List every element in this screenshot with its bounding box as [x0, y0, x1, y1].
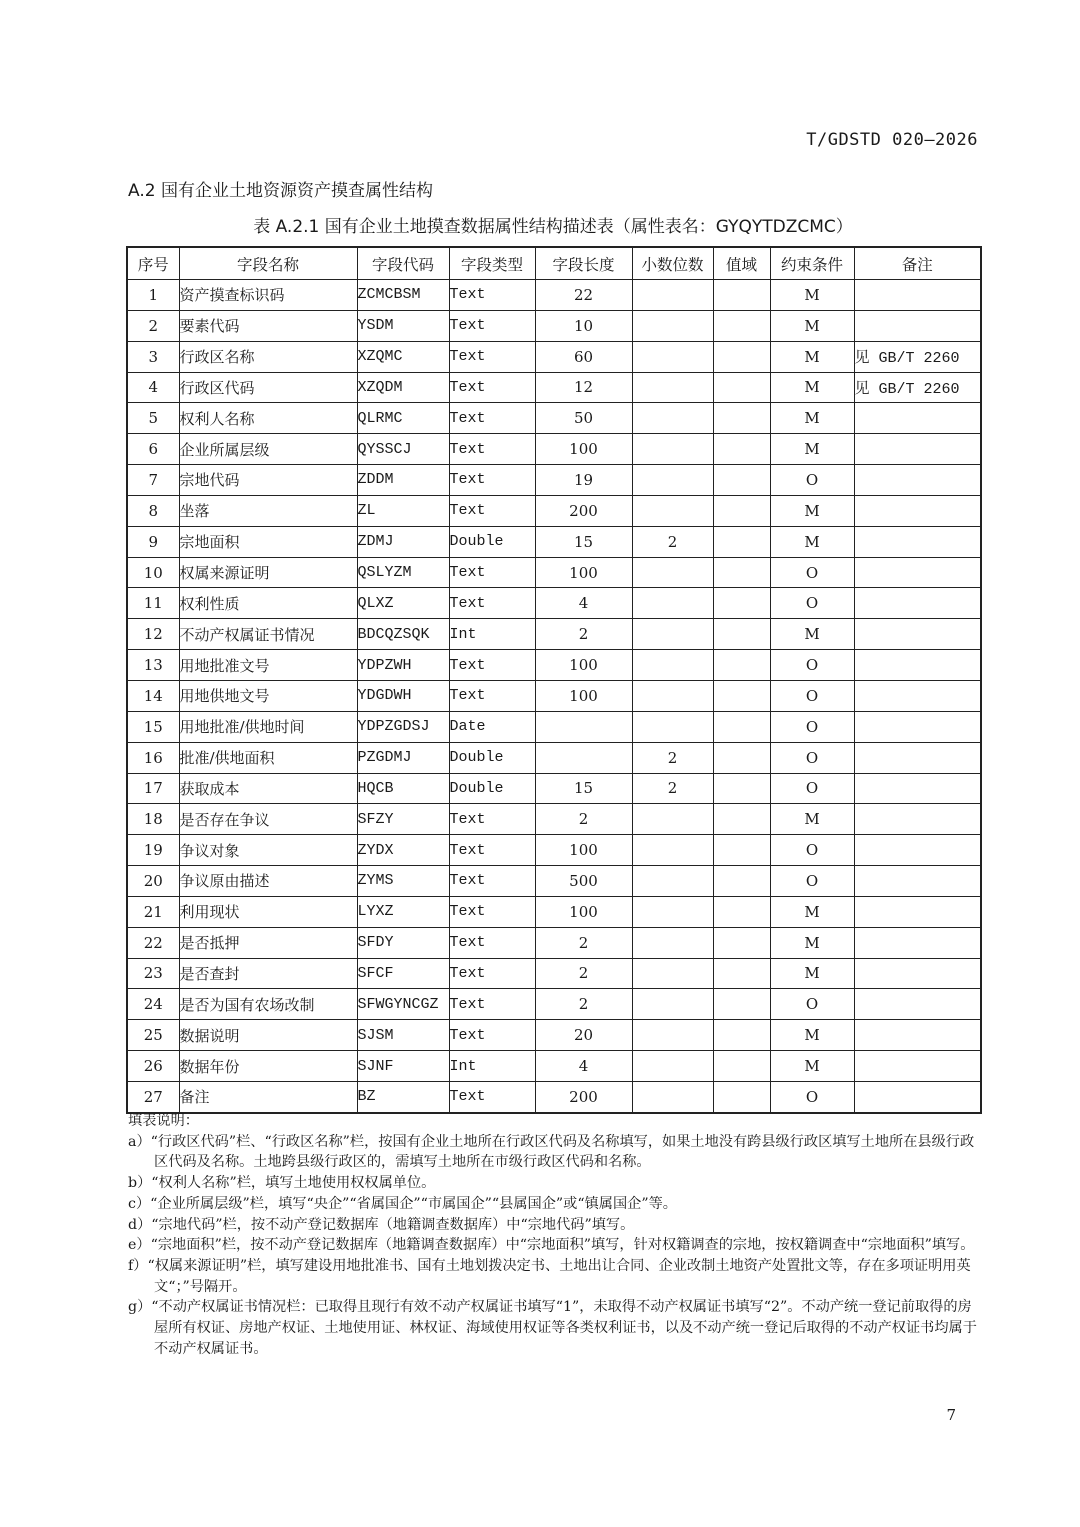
table-row — [127, 680, 981, 711]
table-cell: Double — [449, 773, 535, 804]
table-cell: 5 — [127, 403, 179, 434]
table-cell: 13 — [127, 650, 179, 681]
table-row — [127, 1020, 981, 1051]
table-cell: 2 — [632, 526, 713, 557]
table-cell: ZDMJ — [357, 526, 449, 557]
table-cell: PZGDMJ — [357, 742, 449, 773]
table-cell: Text — [449, 434, 535, 465]
table-cell: Text — [449, 680, 535, 711]
table-cell: 是否为国有农场改制 — [179, 989, 357, 1020]
table-cell: Text — [449, 866, 535, 897]
table-cell: ZYMS — [357, 866, 449, 897]
table-row — [127, 588, 981, 619]
table-cell: 60 — [535, 341, 632, 372]
table-cell — [713, 588, 770, 619]
table-cell — [854, 650, 981, 681]
table-row — [127, 1081, 981, 1112]
table-cell — [854, 1051, 981, 1082]
table-cell: 22 — [127, 927, 179, 958]
table-cell: 17 — [127, 773, 179, 804]
table-cell — [713, 465, 770, 496]
table-cell: 100 — [535, 557, 632, 588]
table-cell: 批准/供地面积 — [179, 742, 357, 773]
table-cell: 2 — [632, 742, 713, 773]
table-cell: Int — [449, 619, 535, 650]
table-cell: O — [770, 588, 854, 619]
table-cell — [632, 341, 713, 372]
table-cell — [854, 588, 981, 619]
table-cell: ZYDX — [357, 835, 449, 866]
table-cell — [854, 1020, 981, 1051]
table-cell: 见 GB/T 2260 — [854, 372, 981, 403]
table-cell: M — [770, 896, 854, 927]
table-cell: Text — [449, 557, 535, 588]
table-cell: QLRMC — [357, 403, 449, 434]
table-cell — [854, 866, 981, 897]
table-cell: 2 — [535, 619, 632, 650]
table-row — [127, 958, 981, 989]
table-cell: 3 — [127, 341, 179, 372]
column-header: 字段名称 — [179, 247, 357, 280]
table-cell: YDPZGDSJ — [357, 711, 449, 742]
table-cell: 4 — [535, 1051, 632, 1082]
table-cell: Text — [449, 465, 535, 496]
table-cell — [713, 619, 770, 650]
column-header: 约束条件 — [770, 247, 854, 280]
table-cell — [535, 742, 632, 773]
table-cell — [632, 557, 713, 588]
table-cell — [854, 711, 981, 742]
table-row — [127, 989, 981, 1020]
table-cell: 宗地面积 — [179, 526, 357, 557]
table-cell: XZQMC — [357, 341, 449, 372]
note-item: c）“企业所属层级”栏，填写“央企”“省属国企”“市属国企”“县属国企”或“镇属国企”等。 — [128, 1195, 677, 1212]
note-item: b）“权利人名称”栏，填写土地使用权权属单位。 — [128, 1175, 436, 1192]
table-cell: 10 — [535, 310, 632, 341]
table-cell: O — [770, 866, 854, 897]
table-cell: Text — [449, 341, 535, 372]
table-cell: 争议原由描述 — [179, 866, 357, 897]
table-cell: 利用现状 — [179, 896, 357, 927]
table-cell: SJNF — [357, 1051, 449, 1082]
table-cell: Text — [449, 650, 535, 681]
column-header: 字段代码 — [357, 247, 449, 280]
table-cell — [632, 495, 713, 526]
table-row — [127, 711, 981, 742]
table-cell — [854, 804, 981, 835]
column-header: 值域 — [713, 247, 770, 280]
table-cell: O — [770, 742, 854, 773]
table-cell — [713, 989, 770, 1020]
table-cell: M — [770, 310, 854, 341]
table-cell: 宗地代码 — [179, 465, 357, 496]
table-cell: SFCF — [357, 958, 449, 989]
table-cell — [632, 866, 713, 897]
table-cell: 27 — [127, 1081, 179, 1112]
table-cell: 8 — [127, 495, 179, 526]
table-cell: XZQDM — [357, 372, 449, 403]
table-cell — [854, 619, 981, 650]
table-cell: 12 — [535, 372, 632, 403]
table-cell — [854, 280, 981, 311]
table-cell: 12 — [127, 619, 179, 650]
table-cell: Text — [449, 804, 535, 835]
table-row — [127, 1051, 981, 1082]
table-cell: Int — [449, 1051, 535, 1082]
table-cell — [632, 434, 713, 465]
table-cell: 1 — [127, 280, 179, 311]
table-cell: 2 — [535, 804, 632, 835]
note-item: d）“宗地代码”栏，按不动产登记数据库（地籍调查数据库）中“宗地代码”填写。 — [128, 1216, 635, 1233]
table-cell: M — [770, 341, 854, 372]
table-cell — [713, 403, 770, 434]
table-header — [127, 247, 981, 280]
table-cell: Text — [449, 403, 535, 434]
table-cell: 200 — [535, 495, 632, 526]
table-cell: 20 — [535, 1020, 632, 1051]
table-cell — [713, 557, 770, 588]
table-cell: 2 — [535, 927, 632, 958]
table-cell: Text — [449, 280, 535, 311]
note-item: a）“行政区代码”栏、“行政区名称”栏，按国有企业土地所在行政区代码及名称填写，如果土地没有跨县级行政区填写土地所在县级行政区代码及名称。土地跨县级行政区的，需填写土地所在市级行政区代码和名称。 — [128, 1133, 975, 1171]
table-row — [127, 341, 981, 372]
table-cell: M — [770, 403, 854, 434]
table-cell: 9 — [127, 526, 179, 557]
table-cell — [854, 495, 981, 526]
table-cell — [713, 1081, 770, 1112]
table-cell — [854, 989, 981, 1020]
table-cell — [713, 495, 770, 526]
table-cell: 15 — [535, 773, 632, 804]
table-cell: 50 — [535, 403, 632, 434]
table-cell: Text — [449, 495, 535, 526]
table-row — [127, 866, 981, 897]
table-cell — [854, 526, 981, 557]
table-cell: QLXZ — [357, 588, 449, 619]
table-cell: O — [770, 557, 854, 588]
table-cell: O — [770, 835, 854, 866]
table-cell: 15 — [127, 711, 179, 742]
table-cell — [854, 958, 981, 989]
table-cell — [854, 927, 981, 958]
table-cell: SFDY — [357, 927, 449, 958]
table-cell: Double — [449, 742, 535, 773]
column-header: 小数位数 — [632, 247, 713, 280]
table-cell: 22 — [535, 280, 632, 311]
table-cell — [632, 310, 713, 341]
column-header: 字段长度 — [535, 247, 632, 280]
table-cell: Date — [449, 711, 535, 742]
table-cell — [713, 927, 770, 958]
table-row — [127, 835, 981, 866]
table-cell: 20 — [127, 866, 179, 897]
table-cell: M — [770, 1051, 854, 1082]
table-cell — [632, 711, 713, 742]
table-cell: M — [770, 804, 854, 835]
table-cell: 2 — [127, 310, 179, 341]
table-cell: 2 — [535, 958, 632, 989]
table-row — [127, 372, 981, 403]
table-cell: 25 — [127, 1020, 179, 1051]
table-cell: 备注 — [179, 1081, 357, 1112]
table-cell: 资产摸查标识码 — [179, 280, 357, 311]
table-cell — [854, 773, 981, 804]
table-row — [127, 557, 981, 588]
table-cell: M — [770, 495, 854, 526]
table-cell: 4 — [127, 372, 179, 403]
table-cell — [713, 804, 770, 835]
table-cell — [632, 896, 713, 927]
table-cell — [632, 465, 713, 496]
table-cell — [854, 680, 981, 711]
table-cell — [713, 434, 770, 465]
table-cell: 行政区代码 — [179, 372, 357, 403]
table-cell — [854, 835, 981, 866]
table-cell — [632, 403, 713, 434]
table-cell: Text — [449, 588, 535, 619]
table-cell: HQCB — [357, 773, 449, 804]
table-cell: M — [770, 372, 854, 403]
table-row — [127, 804, 981, 835]
table-row — [127, 619, 981, 650]
table-row — [127, 403, 981, 434]
table-cell: 行政区名称 — [179, 341, 357, 372]
table-cell: M — [770, 526, 854, 557]
table-cell — [854, 896, 981, 927]
table-cell — [713, 680, 770, 711]
table-cell — [713, 341, 770, 372]
table-cell — [632, 958, 713, 989]
standard-number: T/GDSTD 020—2026 — [806, 130, 978, 150]
table-cell: 权利性质 — [179, 588, 357, 619]
table-cell: 2 — [535, 989, 632, 1020]
table-cell: M — [770, 280, 854, 311]
table-cell — [632, 680, 713, 711]
table-cell — [632, 989, 713, 1020]
table-row — [127, 742, 981, 773]
table-cell: 获取成本 — [179, 773, 357, 804]
table-cell: Text — [449, 1020, 535, 1051]
table-cell — [713, 372, 770, 403]
table-cell: O — [770, 465, 854, 496]
table-row — [127, 896, 981, 927]
table-cell: 14 — [127, 680, 179, 711]
table-cell: 争议对象 — [179, 835, 357, 866]
table-cell — [632, 372, 713, 403]
table-cell: 数据年份 — [179, 1051, 357, 1082]
table-cell: Text — [449, 989, 535, 1020]
table-row — [127, 465, 981, 496]
table-cell: 是否抵押 — [179, 927, 357, 958]
table-cell: M — [770, 434, 854, 465]
table-cell: Text — [449, 958, 535, 989]
table-cell — [713, 742, 770, 773]
table-caption: 表 A.2.1 国有企业土地摸查数据属性结构描述表（属性表名：GYQYTDZCMC） — [253, 217, 853, 237]
table-cell: ZDDM — [357, 465, 449, 496]
table-cell: Double — [449, 526, 535, 557]
table-cell: M — [770, 619, 854, 650]
table-cell: YDPZWH — [357, 650, 449, 681]
table-cell: 18 — [127, 804, 179, 835]
table-cell: 4 — [535, 588, 632, 619]
table-cell — [632, 619, 713, 650]
table-cell: Text — [449, 1081, 535, 1112]
table-cell: 100 — [535, 835, 632, 866]
table-cell: 100 — [535, 434, 632, 465]
table-cell: 16 — [127, 742, 179, 773]
table-cell — [713, 526, 770, 557]
table-cell: Text — [449, 927, 535, 958]
table-cell: 是否存在争议 — [179, 804, 357, 835]
table-cell: ZL — [357, 495, 449, 526]
table-cell: O — [770, 650, 854, 681]
table-cell: 用地供地文号 — [179, 680, 357, 711]
table-cell: YSDM — [357, 310, 449, 341]
table-cell: 100 — [535, 650, 632, 681]
table-cell — [632, 1081, 713, 1112]
table-cell: M — [770, 927, 854, 958]
table-cell: SFZY — [357, 804, 449, 835]
table-cell: 权属来源证明 — [179, 557, 357, 588]
table-cell: ZCMCBSM — [357, 280, 449, 311]
table-cell: LYXZ — [357, 896, 449, 927]
table-cell — [713, 310, 770, 341]
note-item: f）“权属来源证明”栏，填写建设用地批准书、国有土地划拨决定书、土地出让合同、企业改制土地资产处置批文等，存在多项证明用英文“；”号隔开。 — [128, 1257, 971, 1295]
table-cell: 10 — [127, 557, 179, 588]
page-number: 7 — [946, 1406, 956, 1424]
table-cell: 19 — [535, 465, 632, 496]
table-cell: QYSSCJ — [357, 434, 449, 465]
table-cell — [632, 1051, 713, 1082]
table-cell — [854, 465, 981, 496]
column-header: 序号 — [127, 247, 179, 280]
table-cell: O — [770, 680, 854, 711]
table-cell: 权利人名称 — [179, 403, 357, 434]
table-cell — [854, 742, 981, 773]
table-cell: 见 GB/T 2260 — [854, 341, 981, 372]
table-cell: 6 — [127, 434, 179, 465]
table-cell: 21 — [127, 896, 179, 927]
fill-instructions — [128, 1111, 980, 1359]
table-cell: 数据说明 — [179, 1020, 357, 1051]
notes-title: 填表说明： — [128, 1113, 199, 1129]
table-cell: SJSM — [357, 1020, 449, 1051]
table-cell — [713, 896, 770, 927]
table-cell: Text — [449, 310, 535, 341]
table-cell: 15 — [535, 526, 632, 557]
note-item: g）“不动产权属证书情况栏：已取得且现行有效不动产权属证书填写“1”，未取得不动产权属证书填写“2”。不动产统一登记前取得的房屋所有权证、房地产权证、土地使用证、林权证、海域使用权证等各类权利证书，以及不动产统一登记后取得的不动产权证书均属于不动产权属证书。 — [128, 1299, 977, 1357]
note-item: e）“宗地面积”栏，按不动产登记数据库（地籍调查数据库）中“宗地面积”填写，针对权籍调查的宗地，按权籍调查中“宗地面积”填写。 — [128, 1237, 975, 1254]
section-title: A.2 国有企业土地资源资产摸查属性结构 — [128, 181, 433, 201]
table-cell: BZ — [357, 1081, 449, 1112]
table-cell — [854, 557, 981, 588]
table-cell — [535, 711, 632, 742]
table-row — [127, 927, 981, 958]
table-cell — [632, 1020, 713, 1051]
table-cell: 7 — [127, 465, 179, 496]
table-cell: 100 — [535, 896, 632, 927]
table-cell — [713, 866, 770, 897]
table-cell: 26 — [127, 1051, 179, 1082]
table-cell — [854, 434, 981, 465]
table-cell: 企业所属层级 — [179, 434, 357, 465]
table-cell: 要素代码 — [179, 310, 357, 341]
table-cell — [632, 588, 713, 619]
table-row — [127, 495, 981, 526]
table-row — [127, 773, 981, 804]
table-cell: 2 — [632, 773, 713, 804]
table-cell: 200 — [535, 1081, 632, 1112]
table-cell: O — [770, 989, 854, 1020]
table-cell — [713, 650, 770, 681]
table-cell: 用地批准文号 — [179, 650, 357, 681]
table-cell: 23 — [127, 958, 179, 989]
table-cell: 24 — [127, 989, 179, 1020]
table-row — [127, 280, 981, 311]
table-cell: M — [770, 958, 854, 989]
table-cell: O — [770, 711, 854, 742]
table-cell — [632, 835, 713, 866]
table-cell — [713, 958, 770, 989]
table-cell: O — [770, 773, 854, 804]
table-cell — [632, 927, 713, 958]
table-cell: Text — [449, 835, 535, 866]
table-cell — [713, 1051, 770, 1082]
table-cell — [632, 804, 713, 835]
table-cell: M — [770, 1020, 854, 1051]
table-cell: 不动产权属证书情况 — [179, 619, 357, 650]
table-cell — [713, 280, 770, 311]
table-cell: 500 — [535, 866, 632, 897]
table-cell: 19 — [127, 835, 179, 866]
table-cell: YDGDWH — [357, 680, 449, 711]
table-cell — [632, 650, 713, 681]
table-cell: SFWGYNCGZ — [357, 989, 449, 1020]
table-cell: QSLYZM — [357, 557, 449, 588]
table-cell — [854, 1081, 981, 1112]
table-cell: O — [770, 1081, 854, 1112]
table-cell: BDCQZSQK — [357, 619, 449, 650]
table-cell — [713, 1020, 770, 1051]
column-header: 字段类型 — [449, 247, 535, 280]
table-cell: 用地批准/供地时间 — [179, 711, 357, 742]
table-cell — [854, 310, 981, 341]
table-cell: 11 — [127, 588, 179, 619]
table-cell — [713, 835, 770, 866]
table-cell: 100 — [535, 680, 632, 711]
table-cell — [713, 773, 770, 804]
table-cell — [713, 711, 770, 742]
table-cell — [632, 280, 713, 311]
table-cell: Text — [449, 896, 535, 927]
attribute-table — [126, 246, 982, 1114]
table-cell: 是否查封 — [179, 958, 357, 989]
table-cell: 坐落 — [179, 495, 357, 526]
column-header: 备注 — [854, 247, 981, 280]
table-cell — [854, 403, 981, 434]
table-row — [127, 310, 981, 341]
table-cell: Text — [449, 372, 535, 403]
table-row — [127, 650, 981, 681]
table-row — [127, 434, 981, 465]
table-row — [127, 526, 981, 557]
table-body — [127, 280, 981, 1113]
